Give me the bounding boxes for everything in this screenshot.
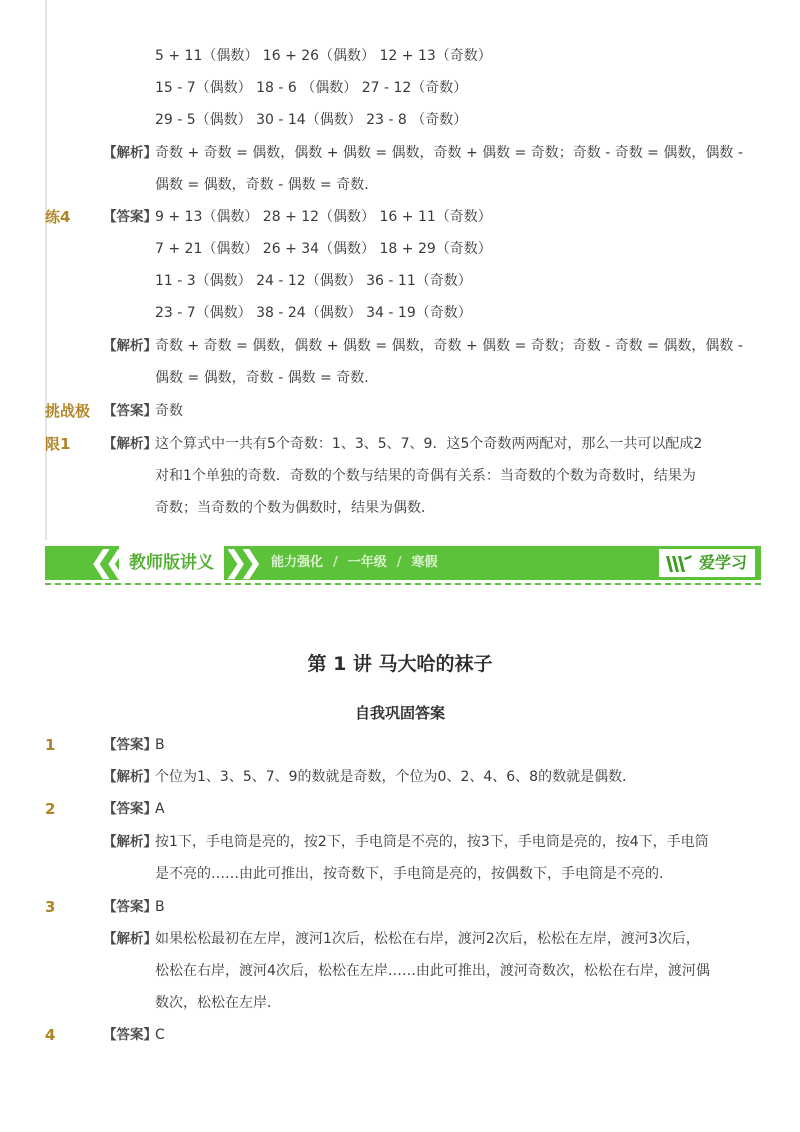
answer-text: A [155,801,165,817]
question-label: 限1 [45,435,71,453]
answer-tag: 【答案】 [103,899,157,915]
analysis-line: 按1下，手电筒是亮的，按2下，手电筒是不亮的，按3下，手电筒是亮的，按4下，手电筒 [155,834,709,850]
banner-dashed-divider [45,583,761,585]
answer-line: 9 + 13（偶数） 28 + 12（偶数） 16 + 11（奇数） [155,209,492,225]
answer-tag: 【答案】 [103,1027,157,1043]
breadcrumb-grade: 一年级 [347,555,387,570]
answer-tag: 【答案】 [103,737,157,753]
breadcrumb [271,546,438,580]
answer-line: 11 - 3（偶数） 24 - 12（偶数） 36 - 11（奇数） [155,273,472,289]
question-number: 2 [45,800,56,818]
analysis-tag: 【解析】 [103,145,157,161]
analysis-line: 这个算式中一共有5个奇数：1、3、5、7、9．这5个奇数两两配对，那么一共可以配成2 [155,436,703,452]
double-chevron-right-icon: ❯❯ [223,545,254,580]
analysis-line: 松松在右岸，渡河4次后，松松在左岸……由此可推出，渡河奇数次，松松在右岸，渡河偶 [155,963,710,979]
question-number: 4 [45,1026,56,1044]
answer-text: B [155,737,165,753]
analysis-line: 奇数 + 奇数 = 偶数，偶数 + 偶数 = 偶数，奇数 + 偶数 = 奇数；奇数 - 奇数 = 偶数，偶数 - [155,338,743,354]
answer-line: 7 + 21（偶数） 26 + 34（偶数） 18 + 29（奇数） [155,241,492,257]
answer-text: C [155,1027,165,1043]
answer-text: B [155,899,165,915]
answer-line: 15 - 7（偶数） 18 - 6 （偶数） 27 - 12（奇数） [155,80,468,96]
breadcrumb-separator: / [396,555,402,570]
answer-tag: 【答案】 [103,209,157,225]
question-label: 挑战极 [45,402,91,420]
brand-logo [659,549,755,577]
answer-tag: 【答案】 [103,801,157,817]
analysis-line: 个位为1、3、5、7、9的数就是奇数，个位为0、2、4、6、8的数就是偶数． [155,769,637,785]
question-number: 1 [45,736,56,754]
breadcrumb-course: 能力强化 [271,555,324,570]
answer-tag: 【答案】 [103,403,157,419]
page-header-banner [45,546,761,580]
analysis-line: 对和1个单独的奇数．奇数的个数与结果的奇偶有关系：当奇数的个数为奇数时，结果为 [155,468,696,484]
question-number: 3 [45,898,56,916]
breadcrumb-separator: / [333,555,338,570]
breadcrumb-term: 寒假 [411,555,438,570]
question-label: 练4 [45,208,71,226]
analysis-tag: 【解析】 [103,338,157,354]
analysis-line: 是不亮的……由此可推出，按奇数下，手电筒是亮的，按偶数下，手电筒是不亮的． [155,866,673,882]
teacher-edition-label: 教师版讲义 [119,546,224,580]
lecture-title: 第 1 讲 马大哈的袜子 [307,653,493,675]
analysis-tag: 【解析】 [103,436,157,452]
analysis-line: 偶数 = 偶数，奇数 - 偶数 = 奇数． [155,370,379,386]
analysis-tag: 【解析】 [103,931,157,947]
answer-line: 29 - 5（偶数） 30 - 14（偶数） 23 - 8 （奇数） [155,112,468,128]
analysis-line: 如果松松最初在左岸，渡河1次后，松松在右岸，渡河2次后，松松在左岸，渡河3次后， [155,931,700,947]
answer-line: 5 + 11（偶数） 16 + 26（偶数） 12 + 13（奇数） [155,48,492,64]
analysis-tag: 【解析】 [103,834,157,850]
analysis-line: 数次，松松在左岸． [155,995,281,1011]
answer-text: 奇数 [155,403,183,419]
answer-line: 23 - 7（偶数） 38 - 24（偶数） 34 - 19（奇数） [155,305,472,321]
analysis-line: 偶数 = 偶数，奇数 - 偶数 = 奇数． [155,177,379,193]
books-logo-icon [665,554,695,574]
left-margin-rule [45,0,47,540]
analysis-tag: 【解析】 [103,769,157,785]
analysis-line: 奇数 + 奇数 = 偶数，偶数 + 偶数 = 偶数，奇数 + 偶数 = 奇数；奇数 - 奇数 = 偶数，偶数 - [155,145,743,161]
analysis-line: 奇数；当奇数的个数为偶数时，结果为偶数． [155,500,435,516]
brand-name: 爱学习 [698,553,747,572]
section-title: 自我巩固答案 [354,704,445,722]
double-chevron-left-icon: ❮❮ [89,545,120,580]
